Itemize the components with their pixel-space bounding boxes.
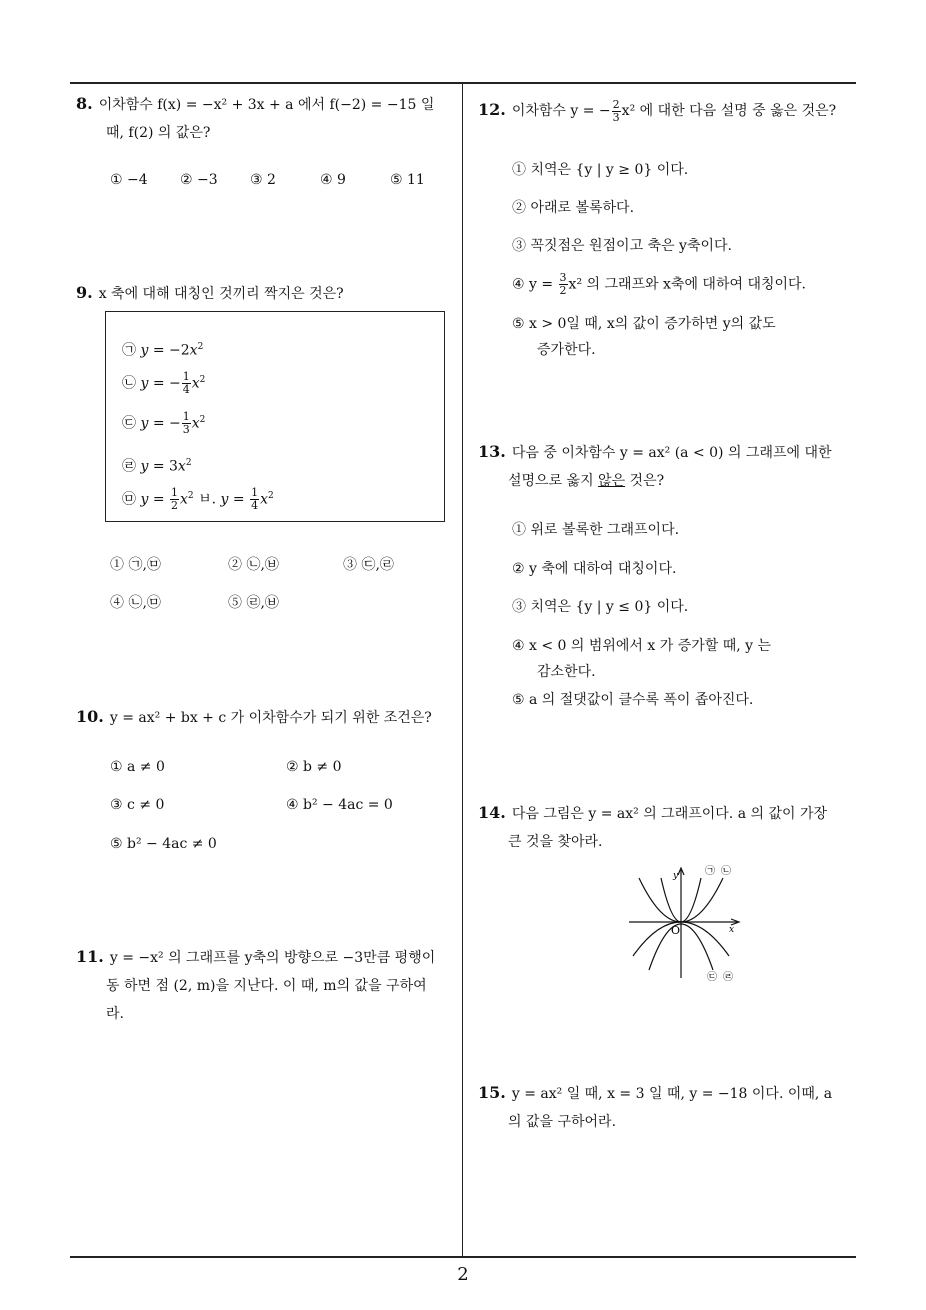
choice[interactable]: ② b ≠ 0	[286, 759, 342, 775]
question-text-line: 의 값을 구하어라.	[508, 1114, 617, 1130]
choice[interactable]: ① −4	[110, 172, 148, 188]
question-15	[478, 1079, 858, 1136]
choice[interactable]: ④ x < 0 의 범위에서 x 가 증가할 때, y 는	[512, 638, 772, 654]
box-item: ㉠ $y = -2x^2$	[122, 342, 204, 359]
bottom-rule	[70, 1256, 856, 1258]
question-11	[76, 943, 460, 1028]
choice-continuation: 증가한다.	[537, 342, 596, 358]
choice[interactable]: ③ 치역은 {y | y ≤ 0} 이다.	[512, 599, 689, 615]
condition-box	[105, 311, 445, 522]
question-text-line: 때, f(2) 의 값은?	[106, 125, 211, 141]
question-text-part: x² 에 대한 다음 설명 중 옳은 것은?	[621, 103, 837, 119]
fraction: $\frac{2}{3}$	[612, 97, 620, 124]
question-12	[478, 96, 858, 125]
curve-label: ㉡	[721, 866, 731, 877]
question-number: 11.	[76, 947, 104, 966]
choice[interactable]: ③ ㉢,㉣	[343, 557, 394, 573]
question-number: 10.	[76, 707, 104, 726]
question-text-line: y = ax² 일 때, x = 3 일 때, y = −18 이다. 이때, a	[511, 1086, 833, 1102]
question-text-line: 설명으로 옳지 않은 것은?	[508, 473, 665, 489]
choice[interactable]: ③ 2	[250, 172, 276, 188]
question-14	[478, 799, 858, 856]
choice[interactable]: ⑤ b² − 4ac ≠ 0	[110, 836, 217, 852]
question-number: 13.	[478, 442, 506, 461]
box-item: ㉢ y = − $\frac{1}{3}$ $x^2$	[122, 410, 206, 437]
question-8	[76, 90, 460, 147]
question-number: 15.	[478, 1083, 506, 1102]
question-text-line: 다음 그림은 y = ax² 의 그래프이다. a 의 값이 가장	[511, 806, 828, 822]
question-number: 12.	[478, 100, 506, 119]
choice[interactable]: ④ b² − 4ac = 0	[286, 797, 393, 813]
choice[interactable]: ① a ≠ 0	[110, 759, 165, 775]
curve-label: ㉣	[723, 972, 733, 983]
choice[interactable]: ⑤ x > 0일 때, x의 값이 증가하면 y의 값도	[512, 316, 776, 332]
choice[interactable]: ⑤ 11	[390, 172, 425, 188]
box-item: ㉣ $y = 3x^2$	[122, 458, 192, 475]
choice[interactable]: ② ㉡,㉥	[228, 557, 279, 573]
question-text-line: 이차함수 f(x) = −x² + 3x + a 에서 f(−2) = −15 일	[98, 97, 435, 113]
choice[interactable]: ① 치역은 {y | y ≥ 0} 이다.	[512, 162, 689, 178]
question-text-part: 이차함수 y = −	[511, 103, 611, 119]
question-number: 14.	[478, 803, 506, 822]
choice[interactable]: ② 아래로 볼록하다.	[512, 200, 635, 216]
question-text-line: 다음 중 이차함수 y = ax² (a < 0) 의 그래프에 대한	[511, 445, 832, 461]
question-9	[76, 279, 460, 308]
question-text: y = ax² + bx + c 가 이차함수가 되기 위한 조건은?	[109, 710, 432, 726]
question-number: 9.	[76, 283, 93, 302]
curve-label: ㉢	[707, 972, 717, 983]
choice[interactable]: ② y 축에 대하여 대칭이다.	[512, 561, 677, 577]
x-axis-label: x	[729, 925, 735, 935]
y-axis-label: y	[673, 871, 679, 881]
question-text-line: 동 하면 점 (2, m)을 지난다. 이 때, m의 값을 구하여	[106, 978, 427, 994]
choice[interactable]: ④ y = $\frac{3}{2}$ x² 의 그래프와 x축에 대하여 대칭이다.	[512, 271, 806, 297]
choice[interactable]: ③ c ≠ 0	[110, 797, 165, 813]
curve-label: ㉠	[705, 866, 715, 877]
parabola-graph	[625, 860, 745, 985]
origin-label: O	[671, 924, 681, 937]
question-text-line: 큰 것을 찾아라.	[508, 834, 603, 850]
choice[interactable]: ③ 꼭짓점은 원점이고 축은 y축이다.	[512, 238, 732, 254]
box-item: ㉤ y = $\frac{1}{2}$ $x^2$ ㅂ. y = $\frac{1}{4}$ $x^2$	[122, 486, 274, 513]
page-number: 2	[457, 1264, 469, 1285]
question-text-line: 라.	[106, 1006, 124, 1022]
choice[interactable]: ⑤ ㉣,㉥	[228, 595, 279, 611]
box-item: ㉡ y = − $\frac{1}{4}$ $x^2$	[122, 370, 206, 397]
question-number: 8.	[76, 94, 93, 113]
question-text: x 축에 대해 대칭인 것끼리 짝지은 것은?	[98, 286, 344, 302]
choice[interactable]: ④ 9	[320, 172, 346, 188]
column-divider	[462, 82, 463, 1258]
choice[interactable]: ① 위로 볼록한 그래프이다.	[512, 522, 680, 538]
choice[interactable]: ④ ㉡,㉤	[110, 595, 161, 611]
choice[interactable]: ⑤ a 의 절댓값이 클수록 폭이 좁아진다.	[512, 692, 754, 708]
question-13	[478, 438, 858, 495]
choice[interactable]: ① ㉠,㉤	[110, 557, 161, 573]
question-text-line: y = −x² 의 그래프를 y축의 방향으로 −3만큼 평행이	[109, 950, 436, 966]
choice-continuation: 감소한다.	[537, 664, 596, 680]
choice[interactable]: ② −3	[180, 172, 218, 188]
question-10	[76, 703, 460, 732]
